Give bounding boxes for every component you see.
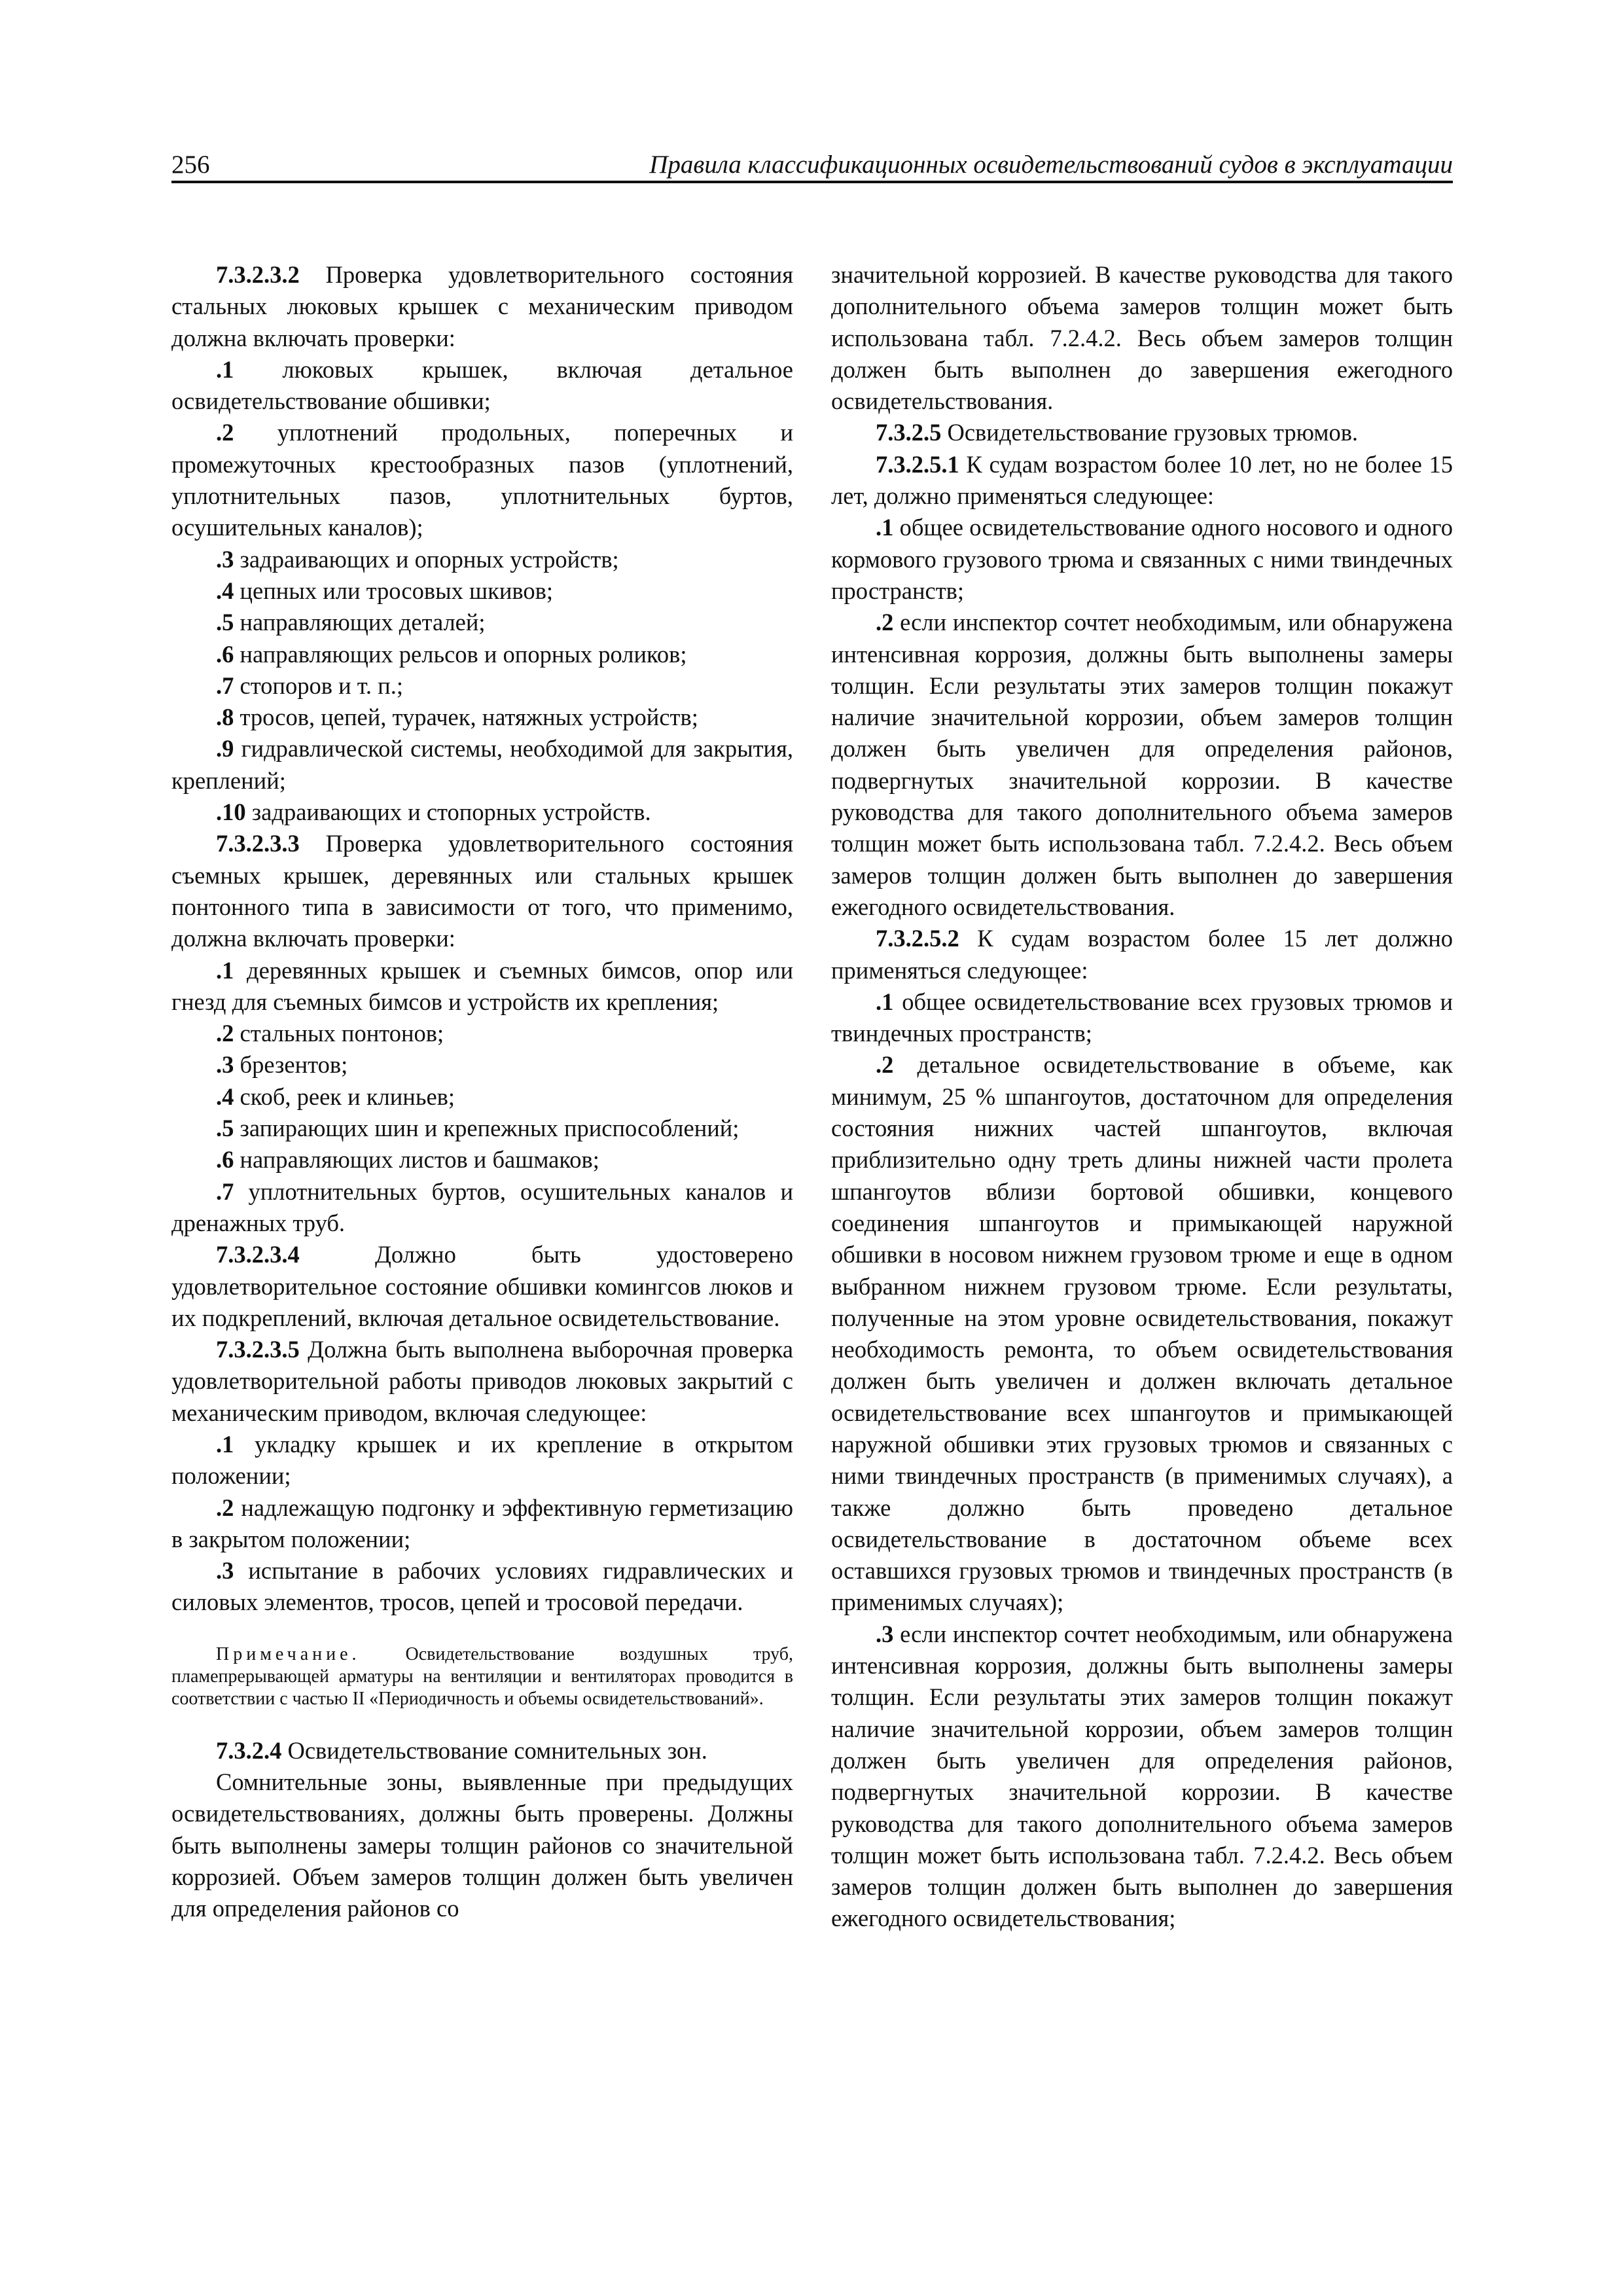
clause-number: .4 bbox=[216, 1083, 234, 1110]
paragraph bbox=[831, 259, 1453, 417]
paragraph-text: стальных понтонов; bbox=[234, 1020, 444, 1047]
page-header bbox=[171, 149, 1453, 183]
paragraph-text: Сомнительные зоны, выявленные при предыдущих освидетельствованиях, должны быть проверены. Должны быть выполнены замеры толщин районов со значительной коррозией. Объем замеров толщин должен быть увеличен для определения районов со bbox=[171, 1768, 793, 1922]
running-title: Правила классификационных освидетельствований судов в эксплуатации bbox=[649, 151, 1453, 179]
left-column-paragraphs-after-note bbox=[171, 1735, 793, 1925]
clause-number: .1 bbox=[876, 988, 894, 1015]
clause-number: .2 bbox=[876, 1051, 894, 1079]
clause-number: .5 bbox=[216, 1115, 234, 1142]
paragraph-text: деревянных крышек и съемных бимсов, опор или гнезд для съемных бимсов и устройств их крепления; bbox=[171, 956, 793, 1015]
paragraph bbox=[171, 1144, 793, 1175]
header-rule bbox=[171, 181, 1453, 183]
paragraph bbox=[171, 1334, 793, 1429]
paragraph bbox=[171, 1018, 793, 1049]
paragraph-text: Проверка удовлетворительного состояния стальных люковых крышек с механическим приводом должна включать проверки: bbox=[171, 261, 793, 351]
paragraph-text: направляющих листов и башмаков; bbox=[234, 1146, 599, 1174]
paragraph-text: К судам возрастом более 10 лет, но не более 15 лет, должно применяться следующее: bbox=[831, 450, 1453, 510]
paragraph-text: К судам возрастом более 15 лет должно применяться следующее: bbox=[831, 925, 1453, 984]
clause-number: .5 bbox=[216, 609, 234, 636]
paragraph bbox=[171, 1049, 793, 1081]
clause-number: 7.3.2.3.3 bbox=[216, 830, 300, 857]
right-column-paragraphs bbox=[831, 259, 1453, 1935]
paragraph bbox=[171, 1767, 793, 1924]
clause-number: 7.3.2.3.4 bbox=[216, 1241, 300, 1268]
clause-number: .2 bbox=[216, 419, 234, 446]
right-column bbox=[831, 259, 1453, 1935]
page-number: 256 bbox=[171, 151, 210, 179]
clause-number: 7.3.2.5 bbox=[876, 419, 942, 446]
paragraph bbox=[831, 512, 1453, 607]
note bbox=[171, 1643, 793, 1710]
clause-number: .9 bbox=[216, 735, 234, 762]
clause-number: .3 bbox=[216, 1051, 234, 1079]
clause-number: .3 bbox=[216, 545, 234, 573]
paragraph-text: запирающих шин и крепежных приспособлений; bbox=[234, 1115, 740, 1142]
clause-number: .7 bbox=[216, 1177, 234, 1205]
paragraph bbox=[171, 1081, 793, 1113]
clause-number: .2 bbox=[876, 609, 894, 636]
paragraph-text: гидравлической системы, необходимой для закрытия, креплений; bbox=[171, 735, 793, 794]
paragraph-text: стопоров и т. п.; bbox=[234, 672, 403, 699]
paragraph bbox=[171, 1735, 793, 1767]
clause-number: .3 bbox=[216, 1557, 234, 1585]
clause-number: .1 bbox=[876, 514, 894, 541]
clause-number: 7.3.2.3.2 bbox=[216, 261, 300, 288]
paragraph bbox=[171, 259, 793, 354]
paragraph-text: испытание в рабочих условиях гидравлических и силовых элементов, тросов, цепей и тросовой передачи. bbox=[171, 1557, 793, 1616]
paragraph-text: скоб, реек и клиньев; bbox=[234, 1083, 455, 1110]
paragraph-text: уплотнительных буртов, осушительных каналов и дренажных труб. bbox=[171, 1177, 793, 1236]
paragraph bbox=[171, 733, 793, 797]
paragraph-text: детальное освидетельствование в объеме, как минимум, 25 % шпангоутов, достаточном для определения состояния нижних частей шпангоутов, включая приблизительно одну треть длины нижней части пролета шпангоутов вблизи бортовой обшивки, концевого соединения шпангоутов и примыкающей наружной обшивки в носовом нижнем грузовом трюме и еще в одном выбранном нижнем грузовом трюме. Если результаты, полученные на этом уровне освидетельствования, покажут необходимость ремонта, то объем освидетельствования должен быть увеличен и должен включать детальное освидетельствование всех шпангоутов и примыкающей наружной обшивки этих грузовых трюмов и связанных с ними твиндечных пространств (в применимых случаях), а также должно быть проведено детальное освидетельствование в достаточном объеме всех оставшихся грузовых трюмов и твиндечных пространств (в применимых случаях); bbox=[831, 1051, 1453, 1616]
clause-number: .10 bbox=[216, 798, 246, 826]
clause-number: .8 bbox=[216, 704, 234, 731]
paragraph bbox=[831, 1049, 1453, 1618]
clause-number: .1 bbox=[216, 1430, 234, 1458]
paragraph bbox=[171, 417, 793, 543]
paragraph bbox=[171, 797, 793, 828]
paragraph bbox=[171, 1555, 793, 1619]
paragraph-text: направляющих рельсов и опорных роликов; bbox=[234, 640, 687, 668]
paragraph bbox=[831, 417, 1453, 448]
paragraph-text: если инспектор сочтет необходимым, или обнаружена интенсивная коррозия, должны быть выполнены замеры толщин. Если результаты этих замеров толщин покажут наличие значительной коррозии, объем замеров толщин должен быть увеличен для определения районов, подвергнутых значительной коррозии. В качестве руководства для такого дополнительного объема замеров толщин может быть использована табл. 7.2.4.2. Весь объем замеров толщин должен быть выполнен до завершения ежегодного освидетельствования; bbox=[831, 1620, 1453, 1932]
paragraph bbox=[171, 1492, 793, 1556]
paragraph-text: Проверка удовлетворительного состояния съемных крышек, деревянных или стальных крышек понтонного типа в зависимости от того, что применимо, должна включать проверки: bbox=[171, 830, 793, 952]
paragraph bbox=[171, 828, 793, 954]
left-column-paragraphs bbox=[171, 259, 793, 1619]
paragraph bbox=[171, 1113, 793, 1144]
paragraph bbox=[171, 670, 793, 702]
paragraph bbox=[831, 607, 1453, 923]
paragraph-text: общее освидетельствование всех грузовых трюмов и твиндечных пространств; bbox=[831, 988, 1453, 1047]
paragraph-text: направляющих деталей; bbox=[234, 609, 486, 636]
clause-number: .1 bbox=[216, 956, 234, 984]
clause-number: 7.3.2.5.1 bbox=[876, 450, 959, 478]
paragraph bbox=[171, 1176, 793, 1240]
paragraph bbox=[171, 1239, 793, 1334]
paragraph bbox=[171, 544, 793, 575]
clause-number: .2 bbox=[216, 1494, 234, 1521]
paragraph bbox=[831, 449, 1453, 512]
paragraph-text: задраивающих и стопорных устройств. bbox=[245, 798, 651, 826]
clause-number: 7.3.2.5.2 bbox=[876, 925, 959, 952]
clause-number: .7 bbox=[216, 672, 234, 699]
clause-number: .1 bbox=[216, 355, 234, 383]
paragraph bbox=[171, 955, 793, 1018]
paragraph-text: Освидетельствование сомнительных зон. bbox=[281, 1736, 707, 1764]
paragraph-text: Должна быть выполнена выборочная проверка удовлетворительной работы приводов люковых закрытий с механическим приводом, включая следующее: bbox=[171, 1336, 793, 1426]
clause-number: 7.3.2.4 bbox=[216, 1736, 282, 1764]
paragraph bbox=[171, 575, 793, 607]
paragraph bbox=[831, 923, 1453, 986]
left-column bbox=[171, 259, 793, 1925]
paragraph bbox=[171, 354, 793, 418]
paragraph-text: люковых крышек, включая детальное освидетельствование обшивки; bbox=[171, 355, 793, 415]
paragraph-text: уплотнений продольных, поперечных и промежуточных крестообразных пазов (уплотнений, уплотнительных пазов, уплотнительных буртов, осушительных каналов); bbox=[171, 419, 793, 541]
clause-number: .2 bbox=[216, 1020, 234, 1047]
paragraph bbox=[831, 1619, 1453, 1935]
clause-number: .4 bbox=[216, 577, 234, 604]
paragraph-text: цепных или тросовых шкивов; bbox=[234, 577, 553, 604]
paragraph-text: надлежащую подгонку и эффективную герметизацию в закрытом положении; bbox=[171, 1494, 793, 1552]
clause-number: .6 bbox=[216, 640, 234, 668]
note-text: Освидетельствование воздушных труб, пламепрерывающей арматуры на вентиляции и вентиляторах проводится в соответствии с частью II «Периодичность и объемы освидетельствований». bbox=[171, 1643, 793, 1709]
paragraph bbox=[171, 639, 793, 670]
paragraph bbox=[831, 986, 1453, 1050]
paragraph-text: задраивающих и опорных устройств; bbox=[234, 545, 619, 573]
paragraph-text: общее освидетельствование одного носового и одного кормового грузового трюма и связанных с ними твиндечных пространств; bbox=[831, 514, 1453, 604]
paragraph bbox=[171, 607, 793, 638]
paragraph-text: Должно быть удостоверено удовлетворительное состояние обшивки комингсов люков и их подкреплений, включая детальное освидетельствование. bbox=[171, 1241, 793, 1331]
clause-number: 7.3.2.3.5 bbox=[216, 1336, 300, 1363]
clause-number: .6 bbox=[216, 1146, 234, 1174]
paragraph bbox=[171, 1429, 793, 1492]
clause-number: .3 bbox=[876, 1620, 894, 1647]
paragraph-text: брезентов; bbox=[234, 1051, 348, 1079]
paragraph-text: Освидетельствование грузовых трюмов. bbox=[941, 419, 1359, 446]
paragraph-text: если инспектор сочтет необходимым, или обнаружена интенсивная коррозия, должны быть выполнены замеры толщин. Если результаты этих замеров толщин покажут наличие значительной коррозии, объем замеров толщин должен быть увеличен для определения районов, подвергнутых значительной коррозии. В качестве руководства для такого дополнительного объема замеров толщин может быть использована табл. 7.2.4.2. Весь объем замеров толщин должен быть выполнен до завершения ежегодного освидетельствования. bbox=[831, 609, 1453, 920]
paragraph-text: значительной коррозией. В качестве руководства для такого дополнительного объема замеров толщин может быть использована табл. 7.2.4.2. Весь объем замеров толщин должен быть выполнен до завершения ежегодного освидетельствования. bbox=[831, 261, 1453, 415]
paragraph-text: укладку крышек и их крепление в открытом положении; bbox=[171, 1430, 793, 1490]
paragraph-text: тросов, цепей, турачек, натяжных устройств; bbox=[234, 704, 698, 731]
paragraph bbox=[171, 702, 793, 733]
note-label: Примечание. bbox=[216, 1643, 361, 1664]
